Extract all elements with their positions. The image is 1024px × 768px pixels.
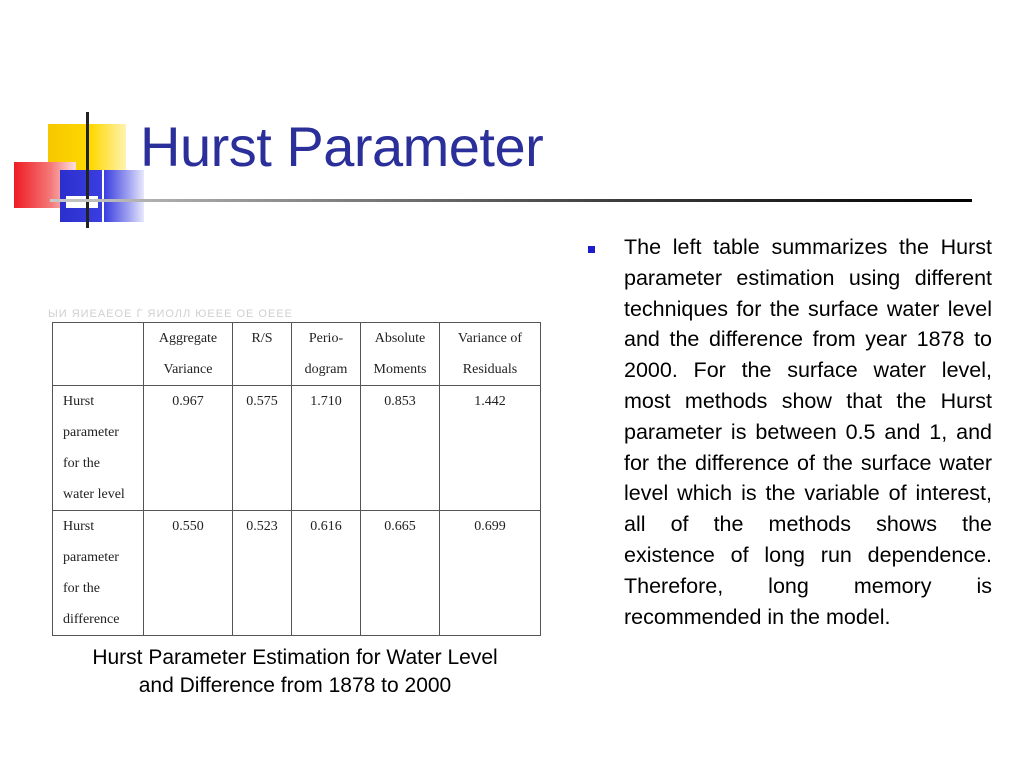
table-row bbox=[53, 386, 541, 511]
table-caption bbox=[40, 644, 550, 700]
table-cell: 0.665 bbox=[361, 511, 440, 636]
table-header-cell: Aggregate Variance bbox=[144, 323, 233, 386]
slide-title: Hurst Parameter bbox=[140, 115, 544, 178]
table-cell: 0.523 bbox=[233, 511, 292, 636]
table-cell: 0.967 bbox=[144, 386, 233, 511]
table-row bbox=[53, 511, 541, 636]
table-header-cell: Perio- dogram bbox=[292, 323, 361, 386]
caption-line-2: and Difference from 1878 to 2000 bbox=[138, 674, 452, 697]
title-underline bbox=[50, 199, 972, 202]
decor-blue-square-right bbox=[104, 170, 144, 222]
table-header-cell: Variance of Residuals bbox=[440, 323, 541, 386]
table-header-row bbox=[53, 323, 541, 386]
table-cell: 0.550 bbox=[144, 511, 233, 636]
table-cell: 1.710 bbox=[292, 386, 361, 511]
hurst-estimation-table bbox=[52, 322, 541, 636]
decor-vertical-line bbox=[86, 112, 89, 228]
table-row-label: Hurst parameter for the water level bbox=[53, 386, 144, 511]
bullet-paragraph: The left table summarizes the Hurst parameter estimation using different techniques for the surface water level and the difference from year 1878 to 2000. For the surface water level, most methods show that the Hurst parameter is between 0.5 and 1, and for the difference of the surface water level which is the variable of interest, all of the methods shows the existence of long run dependence. Therefore, long memory is recommended in the model. bbox=[624, 235, 992, 629]
table-row-label: Hurst parameter for the difference bbox=[53, 511, 144, 636]
decor-white-gap bbox=[66, 196, 98, 208]
table-cell: 1.442 bbox=[440, 386, 541, 511]
bullet-square-icon bbox=[588, 246, 595, 253]
caption-line-1: Hurst Parameter Estimation for Water Level bbox=[92, 646, 498, 669]
table-header-cell: R/S bbox=[233, 323, 292, 386]
table-header-corner bbox=[53, 323, 144, 386]
table-cell: 0.575 bbox=[233, 386, 292, 511]
table-cell: 0.853 bbox=[361, 386, 440, 511]
faded-overlap-text: ЫИ ЯИЕАЕОЕ Ѓ ЯИОЛЛ ЮЕЕЕ ОЕ ОЕЕЕ bbox=[48, 308, 293, 320]
table-cell: 0.616 bbox=[292, 511, 361, 636]
table-cell: 0.699 bbox=[440, 511, 541, 636]
table-header-cell: Absolute Moments bbox=[361, 323, 440, 386]
